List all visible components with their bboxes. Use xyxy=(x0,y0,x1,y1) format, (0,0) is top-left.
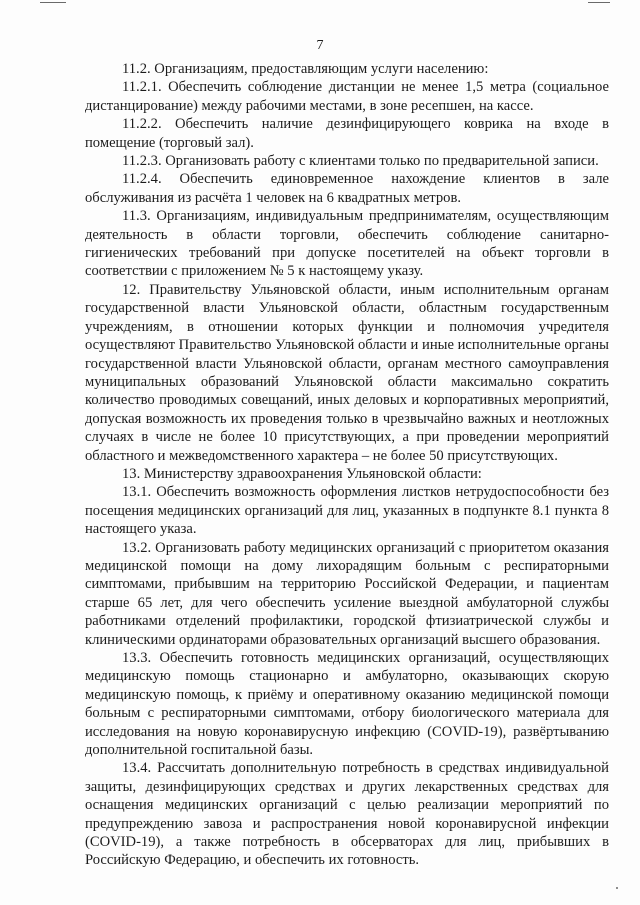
paragraph-11-2-4: 11.2.4. Обеспечить единовременное нахождение клиентов в зале обслуживания из расчёта 1 человек на 6 квадратных метров. xyxy=(85,171,609,206)
paragraph-13: 13. Министерству здравоохранения Ульяновской области: xyxy=(122,465,482,482)
document-body xyxy=(85,60,609,870)
paragraph-13-1: 13.1. Обеспечить возможность оформления листков нетрудоспособности без посещения медицинских организаций для лиц, указанных в подпункте 8.1 пункта 8 настоящего указа. xyxy=(85,484,609,538)
paragraph-13-4: 13.4. Рассчитать дополнительную потребность в средствах индивидуальной защиты, дезинфицирующих средствах и других лекарственных средствах для оснащения медицинских организаций с целью реализации мероприятий по предупреждению завоза и распространения новой коронавирусной инфекции (COVID-19), а также потребность в обсерваторах для лиц, прибывших в Российскую Федерацию, и обеспечить их готовность. xyxy=(85,760,609,869)
page-number: 7 xyxy=(316,38,324,53)
paragraph-12: 12. Правительству Ульяновской области, иным исполнительным органам государственной власти Ульяновской области, областным государственным учреждениям, в отношении которых функции и полномочия учредителя осуществляют Правительство Ульяновской области и иные исполнительные органы государственной власти Ульяновской области, органам местного самоуправления муниципальных образований Ульяновской области максимально сократить количество проводимых совещаний, иных деловых и корпоративных мероприятий, допуская возможность их проведения только в чрезвычайно важных и неотложных случаях в числе не более 10 присутствующих, а при проведении мероприятий областного и межведомственного характера – не более 50 присутствующих. xyxy=(85,281,609,464)
paragraph-11-2: 11.2. Организациям, предоставляющим услуги населению: xyxy=(122,61,489,77)
scan-speck xyxy=(616,887,618,889)
paragraph-11-2-2: 11.2.2. Обеспечить наличие дезинфицирующего коврика на входе в помещение (торговый зал). xyxy=(85,116,609,151)
paragraph-11-2-3: 11.2.3. Организовать работу с клиентами только по предварительной записи. xyxy=(122,153,599,170)
scan-mark-top-left xyxy=(40,2,66,3)
paragraph-11-2-1: 11.2.1. Обеспечить соблюдение дистанции не менее 1,5 метра (социальное дистанцирование) между рабочими местами, в зоне ресепшен, на кассе. xyxy=(85,79,609,114)
paragraph-13-3: 13.3. Обеспечить готовность медицинских организаций, осуществляющих медицинскую помощь стационарно и амбулаторно, оказывающих скорую медицинскую помощь, к приёму и оперативному оказанию медицинской помощи больным с респираторными симптомами, отбору биологического материала для исследования на новую коронавирусную инфекцию (COVID-19), развёртыванию дополнительной госпитальной базы. xyxy=(85,650,609,759)
paragraph-11-3: 11.3. Организациям, индивидуальным предпринимателям, осуществляющим деятельность в области торговли, обеспечить соблюдение санитарно-гигиенических требований при допуске посетителей на объект торговли в соответствии с приложением № 5 к настоящему указу. xyxy=(85,208,609,280)
scan-mark-top-right xyxy=(588,2,610,3)
paragraph-13-2: 13.2. Организовать работу медицинских организаций с приоритетом оказания медицинской помощи на дому лихорадящим больным с респираторными симптомами, прибывшим на территорию Российской Федерации, и пациентам старше 65 лет, для чего обеспечить усиление выездной амбулаторной службы работниками отделений профилактики, городской фтизиатрической службы и клиническими ординаторами образовательных организаций высшего образования. xyxy=(85,539,609,648)
